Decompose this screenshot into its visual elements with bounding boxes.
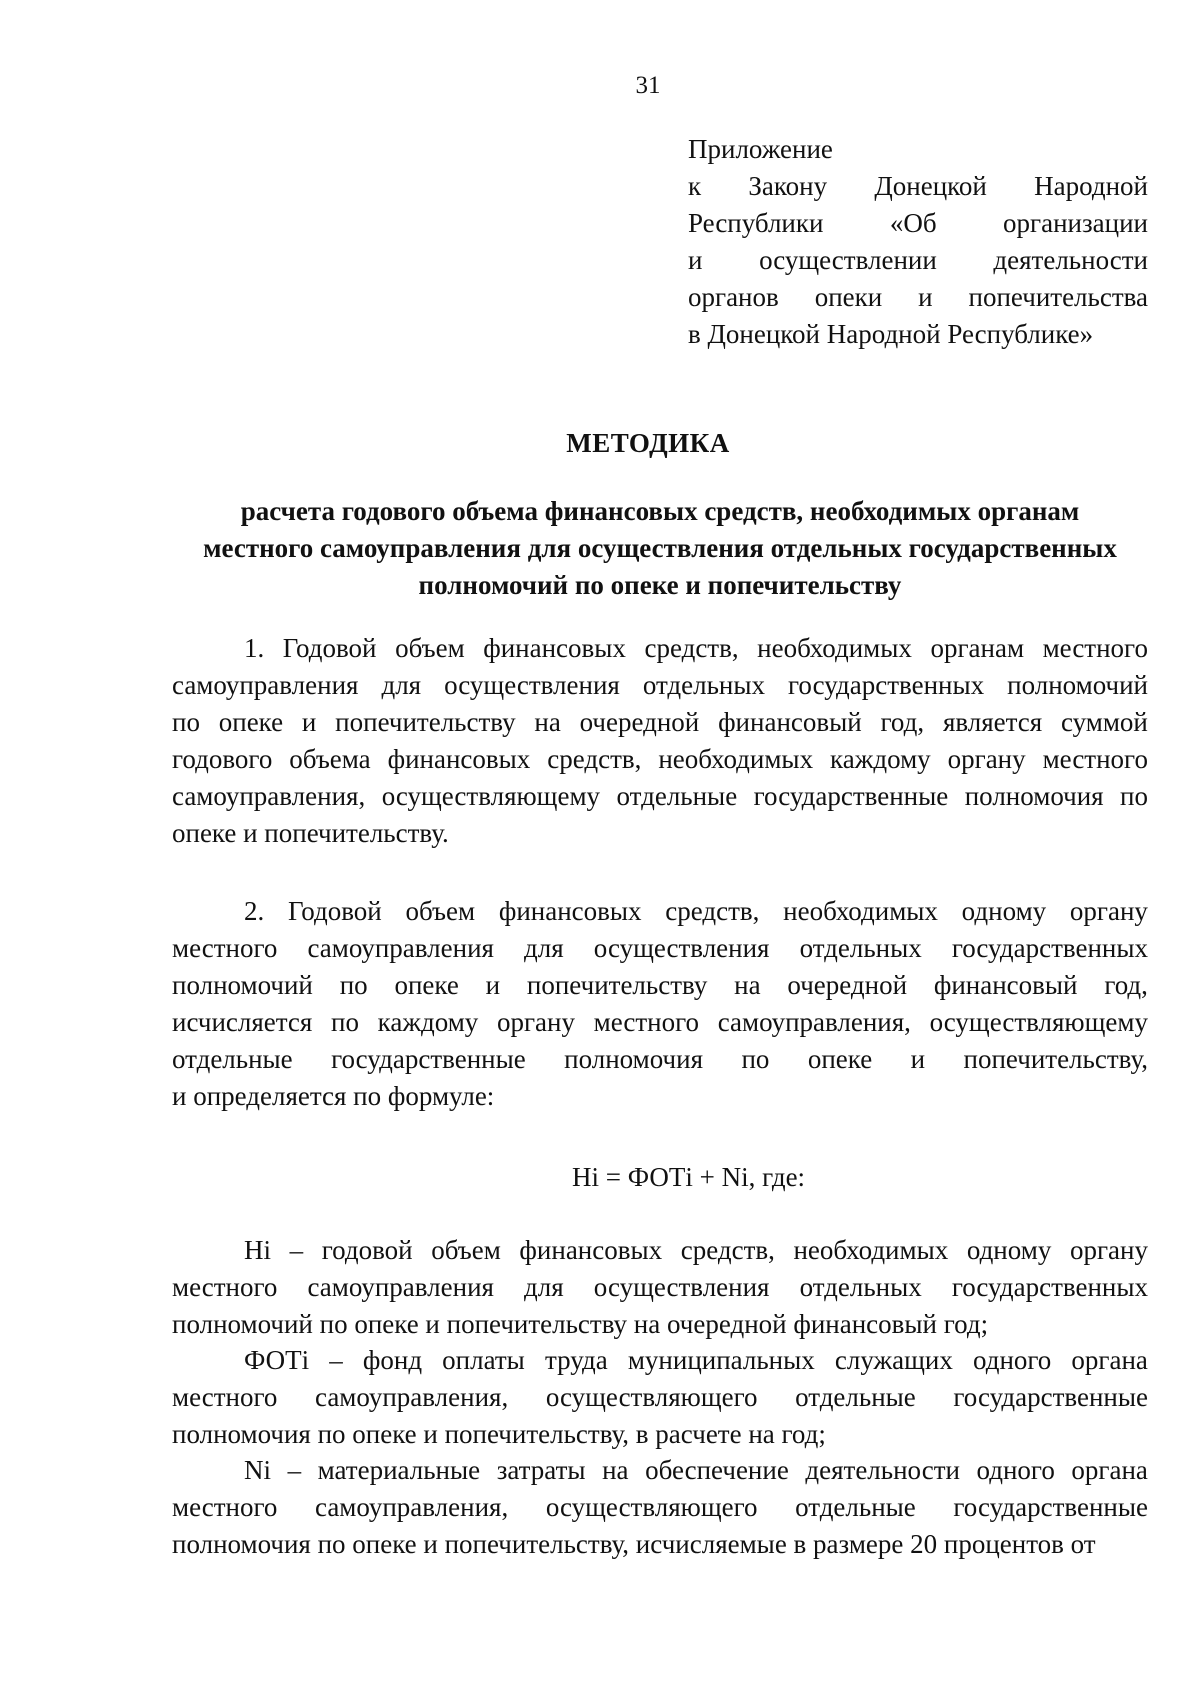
text-line: опеке и попечительству. bbox=[172, 818, 449, 848]
appendix-line: органов опеки и попечительства bbox=[688, 282, 1148, 312]
appendix-block bbox=[688, 131, 1148, 353]
paragraph-1 bbox=[172, 630, 1148, 852]
subtitle-line: расчета годового объема финансовых средств, необходимых органам bbox=[240, 496, 1080, 526]
text-line: самоуправления для осуществления отдельных государственных полномочий bbox=[172, 670, 1148, 700]
text-line: Нi – годовой объем финансовых средств, необходимых одному органу bbox=[244, 1235, 1148, 1265]
document-subtitle bbox=[172, 493, 1148, 604]
text-line: 1. Годовой объем финансовых средств, необходимых органам местного bbox=[244, 633, 1148, 663]
text-line: 2. Годовой объем финансовых средств, необходимых одному органу bbox=[244, 896, 1148, 926]
appendix-line: к Закону Донецкой Народной bbox=[688, 171, 1148, 201]
text-line: местного самоуправления, осуществляющего отдельные государственные bbox=[172, 1382, 1148, 1412]
text-line: полномочия по опеке и попечительству, в расчете на год; bbox=[172, 1419, 826, 1449]
text-line: местного самоуправления для осуществления отдельных государственных bbox=[172, 933, 1148, 963]
text-line: местного самоуправления для осуществления отдельных государственных bbox=[172, 1272, 1148, 1302]
text-line: полномочий по опеке и попечительству на очередной финансовый год, bbox=[172, 970, 1148, 1000]
subtitle-line: местного самоуправления для осуществления отдельных государственных bbox=[203, 533, 1117, 563]
text-line: по опеке и попечительству на очередной финансовый год, является суммой bbox=[172, 707, 1148, 737]
formula: Нi = ФОТi + Ni, где: bbox=[572, 1162, 806, 1192]
definition-hi bbox=[172, 1232, 1148, 1343]
subtitle-line: полномочий по опеке и попечительству bbox=[418, 570, 902, 600]
paragraph-2 bbox=[172, 893, 1148, 1115]
appendix-line: Республики «Об организации bbox=[688, 208, 1148, 238]
page-number: 31 bbox=[635, 72, 661, 99]
text-line: ФОТi – фонд оплаты труда муниципальных служащих одного органа bbox=[244, 1345, 1148, 1375]
text-line: местного самоуправления, осуществляющего отдельные государственные bbox=[172, 1492, 1148, 1522]
text-line: полномочий по опеке и попечительству на очередной финансовый год; bbox=[172, 1309, 989, 1339]
definition-ni bbox=[172, 1452, 1148, 1563]
document-title: МЕТОДИКА bbox=[566, 428, 730, 458]
text-line: и определяется по формуле: bbox=[172, 1081, 495, 1111]
text-line: полномочия по опеке и попечительству, исчисляемые в размере 20 процентов от bbox=[172, 1529, 1096, 1559]
text-line: Ni – материальные затраты на обеспечение деятельности одного органа bbox=[244, 1455, 1148, 1485]
definition-foti bbox=[172, 1342, 1148, 1453]
text-line: самоуправления, осуществляющему отдельные государственные полномочия по bbox=[172, 781, 1148, 811]
text-line: годового объема финансовых средств, необходимых каждому органу местного bbox=[172, 744, 1148, 774]
text-line: исчисляется по каждому органу местного самоуправления, осуществляющему bbox=[172, 1007, 1148, 1037]
appendix-line: Приложение bbox=[688, 134, 833, 164]
appendix-line: и осуществлении деятельности bbox=[688, 245, 1148, 275]
appendix-line: в Донецкой Народной Республике» bbox=[688, 319, 1094, 349]
text-line: отдельные государственные полномочия по опеке и попечительству, bbox=[172, 1044, 1148, 1074]
